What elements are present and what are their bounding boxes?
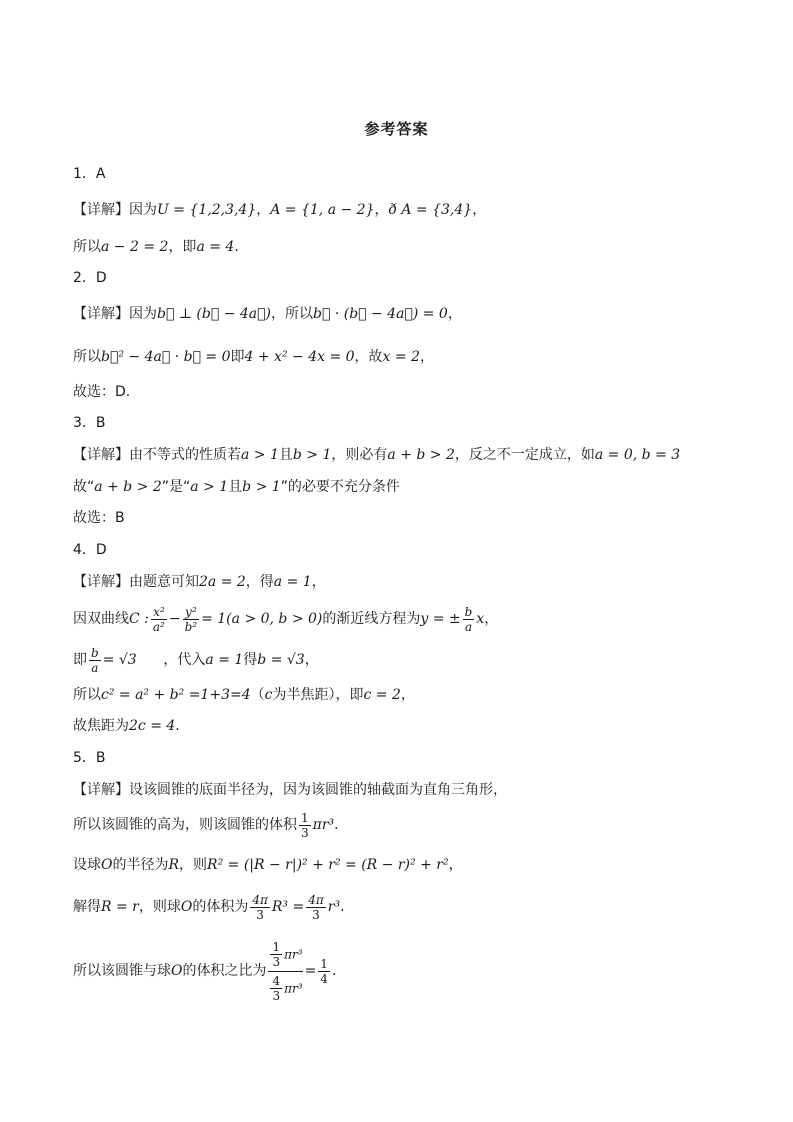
text: ，则: [179, 857, 208, 873]
math-expr: a = 1: [205, 652, 244, 668]
numerator: y²: [183, 605, 200, 620]
text: ，所以: [271, 306, 314, 322]
compound-denominator: [268, 972, 302, 1003]
denominator: 3: [272, 988, 281, 1003]
math-expr: =: [304, 963, 317, 979]
text: 设该圆锥的底面半径为，因为该圆锥的轴截面为直角三角形，: [129, 782, 507, 798]
detail-tag: 【详解】: [73, 447, 129, 463]
text: 所以: [73, 349, 101, 365]
math-expr: −: [168, 611, 181, 627]
text: ，即: [168, 239, 197, 255]
math-expr: r³: [327, 899, 341, 915]
text: 所以该圆锥与球: [73, 963, 171, 979]
fraction: [151, 605, 167, 634]
math-expr: R³ =: [271, 899, 305, 915]
fraction: [89, 646, 101, 675]
text: ，代入: [163, 652, 206, 668]
fraction: [250, 893, 270, 922]
math-expr: A = {3,4}: [401, 202, 473, 218]
text: 的半径为: [112, 857, 169, 873]
text: 因双曲线: [73, 611, 129, 627]
math-expr: = 1(a > 0, b > 0): [201, 611, 323, 627]
text: 所以: [73, 687, 101, 703]
math-expr: 2c = 4: [129, 718, 176, 734]
denominator: a²: [152, 619, 165, 634]
answer-3-label: 3．B: [73, 415, 106, 431]
text: 故“: [73, 479, 95, 495]
q4-detail-line-2: 因双曲线C : $\frac{\text{x²}}{\text{a²}}$ − $\frac{\text{y²}}{\text{b²}}$ = 1(a > 0, b > 0)的渐近线方程为y = ± $\frac{b}{a}$ x，: [73, 604, 499, 634]
denominator: a: [464, 619, 473, 634]
math-expr: O: [101, 857, 113, 873]
math-expr: πr³: [284, 981, 303, 995]
text: ，则球: [138, 899, 181, 915]
detail-tag: 【详解】: [73, 202, 129, 218]
numerator: x²: [151, 605, 167, 620]
math-expr: πr³: [312, 817, 335, 833]
text: 的体积为: [192, 899, 249, 915]
q1-detail-line-2: 所以a − 2 = 2，即a = 4.: [73, 239, 239, 255]
fraction: [306, 893, 326, 922]
numerator: b: [464, 604, 473, 619]
text: ，反之不一定成立，如: [454, 447, 595, 463]
math-expr: y = ±: [420, 611, 461, 627]
math-expr: a − 2 = 2: [101, 239, 169, 255]
denominator: 3: [272, 954, 281, 969]
fraction: [270, 940, 282, 969]
math-expr: R: [168, 857, 180, 873]
q4-detail-line-4: 所以c² = a² + b² =1+3=4（c为半焦距），即c = 2，: [73, 687, 415, 703]
math-expr: x: [476, 611, 485, 627]
math-expr: R = r: [101, 899, 139, 915]
math-expr: a + b > 2: [94, 479, 162, 495]
q4-detail-line-1: 【详解】由题意可知2a = 2，得a = 1，: [73, 574, 326, 590]
q5-detail-line-5: 所以该圆锥与球O的体积之比为 $\frac{1}{3}$ πr³ $\frac{4}{3}$ πr³ = $\frac{1}{4}$ .: [73, 939, 337, 1003]
text: 解得: [73, 899, 101, 915]
text: ，则必有: [331, 447, 388, 463]
text: ，得: [245, 574, 274, 590]
denominator: a: [91, 660, 99, 675]
text: 因为: [129, 306, 157, 322]
fraction: [299, 811, 311, 840]
compound-fraction: [268, 940, 302, 1003]
text: ，故: [354, 349, 383, 365]
math-expr: 2a = 2: [199, 574, 246, 590]
numerator: 4π: [308, 892, 324, 907]
numerator: 1: [320, 956, 328, 971]
detail-tag: 【详解】: [73, 574, 129, 590]
math-expr: x = 2: [382, 349, 420, 365]
math-expr: = √3: [102, 652, 137, 668]
text: 的体积之比为: [182, 963, 267, 979]
compound-numerator: [268, 940, 302, 972]
text: 且: [228, 479, 243, 495]
fraction: [270, 974, 282, 1003]
denominator: 3: [312, 907, 320, 922]
text: 为半焦距），即: [272, 687, 364, 703]
text: 设球: [73, 857, 101, 873]
q1-detail-line-1: 【详解】因为U = {1,2,3,4}，A = {1, a − 2}，ð A = {3,4}，: [73, 202, 487, 218]
numerator: 1: [272, 939, 281, 954]
math-expr: a + b > 2: [387, 447, 455, 463]
math-expr: a > 1: [241, 447, 279, 463]
math-expr: b = √3: [257, 652, 305, 668]
q2-detail-line-1: 【详解】因为b⃗ ⊥ (b⃗ − 4a⃗)，所以b⃗ · (b⃗ − 4a⃗) = 0，: [73, 306, 462, 322]
q3-detail-line-2: [73, 477, 753, 497]
numerator: 1: [301, 810, 309, 825]
math-expr: R² = (|R − r|)² + r² = (R − r)² + r²: [207, 857, 449, 873]
math-expr: b > 1: [242, 479, 281, 495]
math-expr: U = {1,2,3,4}: [157, 202, 257, 218]
denominator: 4: [320, 971, 328, 986]
answer-4-label: 4．D: [73, 542, 107, 558]
text: ”是“: [161, 479, 191, 495]
math-expr: A = {1, a − 2}: [270, 202, 375, 218]
math-expr: O: [180, 899, 193, 915]
text: 由不等式的性质若: [129, 447, 241, 463]
math-expr: a > 1: [190, 479, 229, 495]
math-expr: b > 1: [292, 447, 332, 463]
q2-detail-line-2: 所以b⃗² − 4a⃗ · b⃗ = 0即4 + x² − 4x = 0，故x = 2，: [73, 349, 434, 365]
math-expr: b⃗ ⊥ (b⃗ − 4a⃗): [157, 306, 272, 322]
detail-tag: 【详解】: [73, 782, 129, 798]
math-expr: b⃗² − 4a⃗ · b⃗ = 0: [101, 349, 231, 365]
denominator: b²: [184, 619, 198, 634]
q3-detail-line-3: 故选：B: [73, 510, 125, 526]
math-expr: ð: [388, 202, 397, 218]
math-expr: c = 2: [363, 687, 401, 703]
math-expr: πr³: [284, 947, 303, 961]
text: 故焦距为: [73, 718, 129, 734]
q4-detail-line-5: 故焦距为2c = 4.: [73, 718, 180, 734]
q5-detail-line-4: 解得R = r，则球O的体积为 $\frac{4\pi}{3}$ R³ = $\frac{4\pi}{3}$ r³.: [73, 892, 345, 922]
math-expr: c² = a² + b² =1+3=4: [101, 687, 251, 703]
answer-1-label: 1．A: [73, 166, 106, 182]
math-expr: a = 4: [196, 239, 235, 255]
q5-detail-line-1: [73, 780, 753, 800]
denominator: 3: [301, 825, 309, 840]
math-expr: a = 1: [273, 574, 312, 590]
math-expr: O: [171, 963, 183, 979]
q5-detail-line-2: 所以该圆锥的高为，则该圆锥的体积 $\frac{1}{3}$ πr³.: [73, 810, 339, 840]
q2-detail-line-3: 故选：D.: [73, 384, 131, 400]
text: 得: [243, 652, 258, 668]
math-expr: C :: [129, 611, 149, 627]
page-title: 参考答案: [364, 120, 429, 138]
math-expr: 4 + x² − 4x = 0: [244, 349, 355, 365]
denominator: 3: [256, 907, 264, 922]
math-expr: c: [264, 687, 273, 703]
q3-detail-line-1: [73, 445, 753, 465]
q5-detail-line-3: 设球O的半径为R，则R² = (|R − r|)² + r² = (R − r)² + r²，: [73, 857, 463, 873]
text: （: [250, 687, 265, 703]
fraction: [318, 957, 330, 986]
text: 所以该圆锥的高为，则该圆锥的体积: [73, 817, 297, 833]
fraction: [463, 605, 475, 634]
text: 即: [73, 652, 87, 668]
text: 即: [230, 349, 245, 365]
q4-detail-line-3: 即 $\frac{b}{a}$ = √3 ，代入a = 1得b = √3，: [73, 645, 319, 675]
text: ”的必要不充分条件: [280, 479, 400, 495]
detail-tag: 【详解】: [73, 306, 129, 322]
text: 所以: [73, 239, 101, 255]
text: 因为: [129, 202, 157, 218]
answer-2-label: 2．D: [73, 270, 107, 286]
math-expr: a = 0, b = 3: [594, 447, 681, 463]
text: 由题意可知: [129, 574, 199, 590]
numerator: 4: [272, 973, 281, 988]
numerator: 4π: [252, 892, 268, 907]
math-expr: b⃗ · (b⃗ − 4a⃗) = 0: [313, 306, 448, 322]
text: 且: [278, 447, 293, 463]
fraction: [183, 605, 200, 634]
answer-5-label: 5．B: [73, 750, 106, 766]
numerator: b: [91, 645, 99, 660]
text: 的渐近线方程为: [322, 611, 421, 627]
